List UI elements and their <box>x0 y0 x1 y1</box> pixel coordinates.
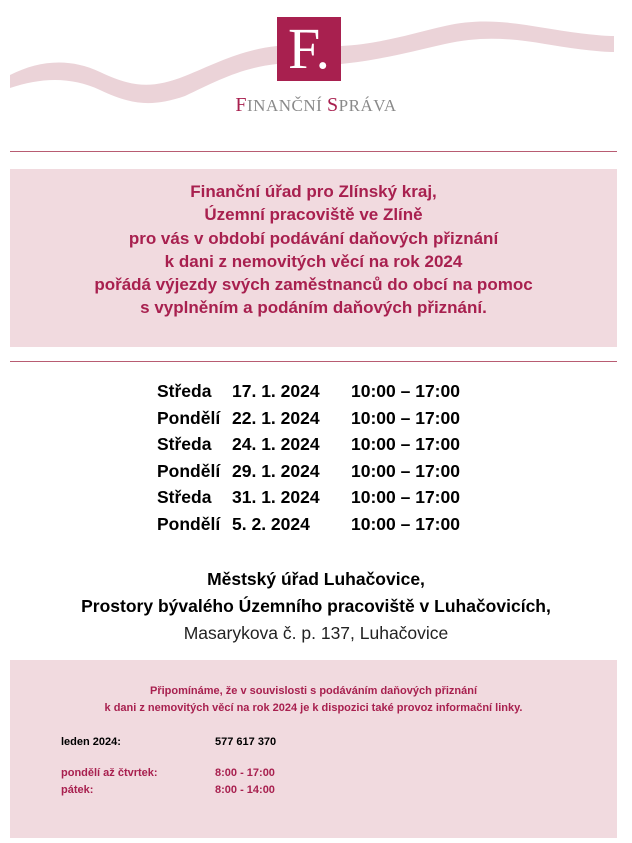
hours-value: 8:00 - 17:00 <box>215 767 275 779</box>
schedule-time: 10:00 – 17:00 <box>351 434 460 455</box>
financni-sprava-logo <box>277 17 341 81</box>
phone-number: 577 617 370 <box>215 736 277 748</box>
brand-part-2: PRÁVA <box>338 96 397 115</box>
schedule-day: Středa <box>157 381 212 401</box>
phone-label: leden 2024: <box>61 736 121 748</box>
schedule-list <box>157 378 487 538</box>
hours-label: pátek: <box>61 784 94 796</box>
schedule-date: 5. 2. 2024 <box>232 513 310 534</box>
brand-name <box>0 94 632 117</box>
brand-initial-1: F <box>235 94 248 116</box>
schedule-day: Středa <box>157 434 212 455</box>
schedule-time: 10:00 – 17:00 <box>351 487 460 508</box>
schedule-time: 10:00 – 17:00 <box>351 381 460 401</box>
intro-line: Finanční úřad pro Zlínský kraj, <box>190 182 437 201</box>
reminder-line: Připomínáme, že v souvislosti s podáváním daňových přiznání <box>149 685 478 697</box>
schedule-row <box>157 484 487 511</box>
schedule-day: Pondělí <box>157 513 221 534</box>
intro-line: pro vás v období podávání daňových přiznání <box>128 228 499 248</box>
logo-mark: F. <box>287 16 331 81</box>
intro-line: k dani z nemovitých věcí na rok 2024 <box>164 251 463 271</box>
schedule-row <box>157 458 487 485</box>
venue-block <box>0 566 632 647</box>
schedule-date: 24. 1. 2024 <box>232 434 320 455</box>
hours-label: pondělí až čtvrtek: <box>61 767 158 779</box>
intro-line: s vyplněním a podáním daňových přiznání. <box>140 298 487 318</box>
schedule-date: 31. 1. 2024 <box>232 487 320 508</box>
intro-line: Územní pracoviště ve Zlíně <box>204 205 423 225</box>
schedule-row <box>157 511 487 538</box>
divider-top <box>10 151 617 152</box>
reminder-line: k dani z nemovitých věcí na rok 2024 je k dispozici také provoz informační linky. <box>104 702 523 714</box>
brand-part-1: INANČNÍ <box>247 96 328 115</box>
venue-premises: Prostory bývalého Územního pracoviště v Luhačovicích, <box>81 596 551 616</box>
schedule-row <box>157 378 487 405</box>
schedule-date: 17. 1. 2024 <box>232 381 320 401</box>
hours-value: 8:00 - 14:00 <box>215 784 275 796</box>
schedule-day: Pondělí <box>157 460 221 481</box>
schedule-day: Pondělí <box>157 407 221 428</box>
venue-name: Městský úřad Luhačovice, <box>207 569 425 589</box>
schedule-time: 10:00 – 17:00 <box>351 460 460 481</box>
reminder-text <box>10 683 617 717</box>
brand-initial-2: S <box>327 94 339 116</box>
schedule-day: Středa <box>157 487 212 508</box>
schedule-date: 22. 1. 2024 <box>232 407 320 428</box>
schedule-row <box>157 405 487 432</box>
intro-line: pořádá výjezdy svých zaměstnanců do obcí na pomoc <box>94 275 533 295</box>
venue-address: Masarykova č. p. 137, Luhačovice <box>183 623 449 643</box>
intro-text <box>10 180 617 320</box>
schedule-time: 10:00 – 17:00 <box>351 513 460 534</box>
schedule-date: 29. 1. 2024 <box>232 460 320 481</box>
schedule-time: 10:00 – 17:00 <box>351 407 460 428</box>
schedule-row <box>157 431 487 458</box>
divider-middle <box>10 361 617 362</box>
